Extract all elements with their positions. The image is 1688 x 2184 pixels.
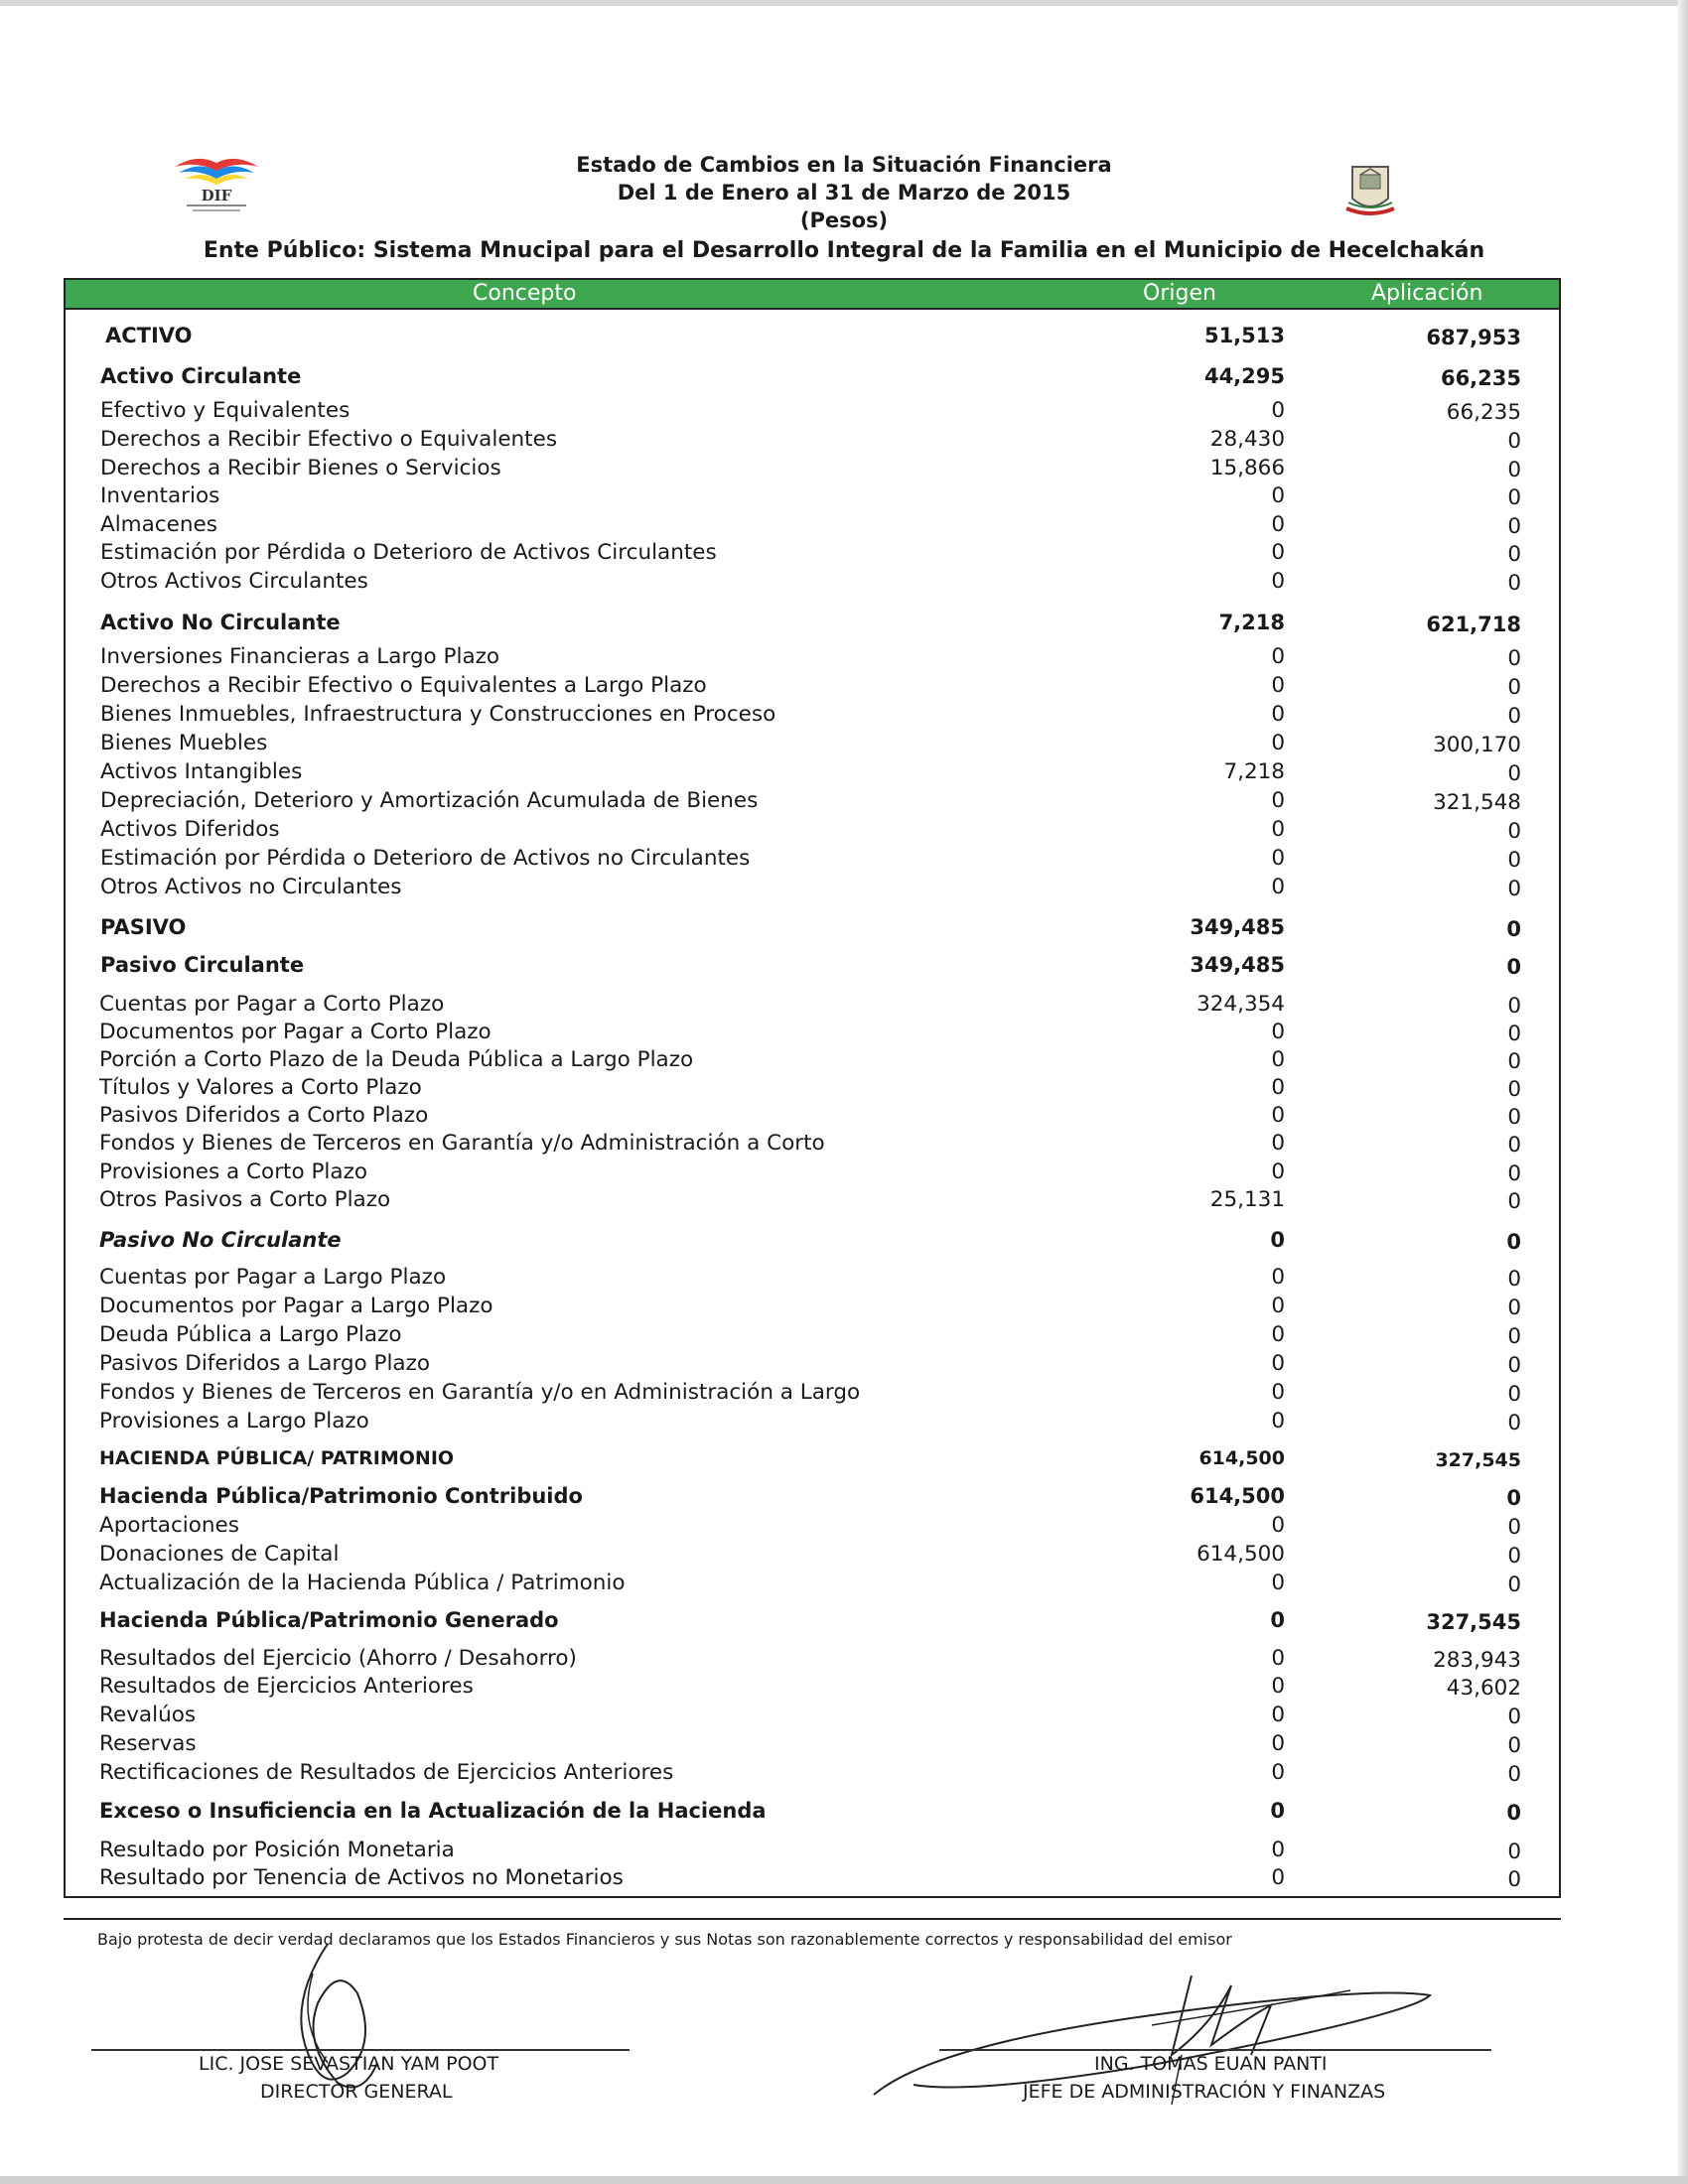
row-concepto: Aportaciones [99, 1513, 239, 1538]
row-concepto: HACIENDA PÚBLICA/ PATRIMONIO [99, 1447, 455, 1469]
row-concepto: Resultado por Tenencia de Activos no Monetarios [99, 1865, 624, 1890]
report-entity: Ente Público: Sistema Mnucipal para el Desarrollo Integral de la Familia en el Municipio de Hecelchakán [203, 238, 1485, 263]
row-concepto: Bienes Muebles [100, 731, 268, 755]
row-aplicacion: 327,545 [1426, 1610, 1521, 1634]
row-concepto: Revalúos [99, 1703, 197, 1727]
row-concepto: Pasivos Diferidos a Corto Plazo [99, 1103, 429, 1128]
table-row [66, 1513, 1559, 1541]
table-row [66, 1608, 1559, 1636]
row-concepto: Bienes Inmuebles, Infraestructura y Construcciones en Proceso [100, 702, 776, 727]
scan-edge-right [1678, 0, 1688, 2184]
row-origen: 0 [1271, 398, 1285, 423]
row-concepto: Hacienda Pública/Patrimonio Contribuido [99, 1484, 583, 1508]
row-aplicacion: 0 [1507, 1840, 1521, 1864]
row-concepto: Derechos a Recibir Efectivo o Equivalentes [100, 427, 558, 452]
row-aplicacion: 0 [1507, 1022, 1521, 1046]
row-concepto: Derechos a Recibir Bienes o Servicios [100, 456, 501, 480]
row-concepto: Otros Activos no Circulantes [100, 875, 402, 899]
signer-right-name: ING. TOMAS EUAN PANTI [1094, 2053, 1328, 2075]
row-aplicacion: 0 [1507, 994, 1521, 1019]
row-concepto: Activo No Circulante [100, 611, 341, 634]
table-row [66, 1799, 1559, 1827]
scan-edge-bottom [0, 2176, 1688, 2184]
signature-line-right [939, 2049, 1491, 2051]
table-row [66, 1865, 1559, 1893]
row-aplicacion: 0 [1506, 1801, 1521, 1825]
row-concepto: ACTIVO [105, 324, 193, 347]
row-concepto: Pasivo No Circulante [99, 1228, 342, 1252]
row-concepto: Fondos y Bienes de Terceros en Garantía y/o Administración a Corto [99, 1131, 825, 1156]
table-row [66, 1570, 1559, 1598]
row-concepto: Inventarios [100, 483, 220, 508]
row-origen: 0 [1271, 1760, 1285, 1785]
table-row [66, 1228, 1559, 1256]
row-origen: 0 [1271, 569, 1285, 594]
row-origen: 0 [1271, 846, 1285, 871]
row-concepto: Fondos y Bienes de Terceros en Garantía y/o en Administración a Largo [99, 1380, 861, 1405]
row-aplicacion: 0 [1507, 542, 1521, 567]
row-aplicacion: 0 [1507, 1296, 1521, 1320]
row-origen: 349,485 [1190, 953, 1285, 977]
row-aplicacion: 0 [1507, 1544, 1521, 1569]
row-origen: 0 [1271, 1047, 1285, 1072]
row-origen: 51,513 [1203, 324, 1285, 347]
row-aplicacion: 0 [1507, 1267, 1521, 1292]
row-origen: 614,500 [1190, 1484, 1285, 1508]
financial-table [64, 278, 1561, 1898]
table-row [66, 644, 1559, 672]
report-period: Del 1 de Enero al 31 de Marzo de 2015 [617, 181, 1071, 205]
row-origen: 0 [1271, 540, 1285, 565]
row-origen: 0 [1271, 788, 1285, 813]
table-row [66, 1075, 1559, 1103]
row-origen: 0 [1271, 1020, 1285, 1044]
row-aplicacion: 0 [1507, 1515, 1521, 1540]
row-concepto: Donaciones de Capital [99, 1542, 340, 1567]
table-row [66, 1731, 1559, 1759]
table-row [66, 611, 1559, 638]
table-row [66, 324, 1559, 351]
row-concepto: Estimación por Pérdida o Deterioro de Activos Circulantes [100, 540, 717, 565]
row-origen: 0 [1271, 1351, 1285, 1376]
table-row [66, 540, 1559, 568]
table-row [66, 846, 1559, 874]
row-aplicacion: 0 [1507, 1324, 1521, 1349]
table-row [66, 992, 1559, 1020]
row-aplicacion: 300,170 [1433, 733, 1521, 757]
row-aplicacion: 0 [1507, 458, 1521, 482]
row-concepto: Porción a Corto Plazo de la Deuda Pública a Largo Plazo [99, 1047, 694, 1072]
row-origen: 0 [1271, 1513, 1285, 1538]
row-concepto: Resultados de Ejercicios Anteriores [99, 1674, 474, 1699]
report-currency: (Pesos) [799, 208, 889, 232]
row-concepto: Pasivos Diferidos a Largo Plazo [99, 1351, 431, 1376]
table-row [66, 1187, 1559, 1215]
row-aplicacion: 0 [1507, 485, 1521, 510]
table-row [66, 1351, 1559, 1379]
row-concepto: Almacenes [100, 512, 217, 537]
signature-line-left [91, 2049, 630, 2051]
row-aplicacion: 0 [1507, 848, 1521, 873]
row-concepto: Títulos y Valores a Corto Plazo [99, 1075, 422, 1100]
row-origen: 0 [1271, 1731, 1285, 1756]
row-concepto: Otros Pasivos a Corto Plazo [99, 1187, 391, 1212]
row-origen: 0 [1270, 1799, 1285, 1823]
row-concepto: Deuda Pública a Largo Plazo [99, 1322, 402, 1347]
row-origen: 0 [1271, 1703, 1285, 1727]
row-concepto: Estimación por Pérdida o Deterioro de Activos no Circulantes [100, 846, 751, 871]
row-origen: 0 [1270, 1608, 1285, 1632]
row-aplicacion: 0 [1506, 1230, 1521, 1254]
table-row [66, 1294, 1559, 1321]
row-origen: 0 [1271, 1380, 1285, 1405]
table-row [66, 1380, 1559, 1408]
row-origen: 324,354 [1196, 992, 1285, 1017]
table-row [66, 1020, 1559, 1047]
signer-left-name: LIC. JOSE SEVASTIAN YAM POOT [199, 2053, 499, 2075]
signer-right-role: JEFE DE ADMINISTRACIÓN Y FINANZAS [1023, 2081, 1386, 2103]
row-origen: 0 [1271, 817, 1285, 842]
row-aplicacion: 0 [1507, 819, 1521, 844]
row-aplicacion: 0 [1507, 1353, 1521, 1378]
table-row [66, 569, 1559, 597]
row-aplicacion: 0 [1507, 1077, 1521, 1102]
row-origen: 0 [1270, 1228, 1285, 1252]
row-origen: 7,218 [1223, 759, 1285, 784]
table-row [66, 1542, 1559, 1570]
table-row [66, 1484, 1559, 1512]
column-header-aplicacion: Aplicación [1371, 281, 1483, 306]
table-row [66, 1103, 1559, 1131]
table-row [66, 759, 1559, 787]
row-aplicacion: 0 [1507, 1133, 1521, 1158]
row-aplicacion: 0 [1507, 704, 1521, 729]
row-origen: 0 [1271, 875, 1285, 899]
row-aplicacion: 0 [1507, 1189, 1521, 1214]
row-aplicacion: 0 [1507, 1733, 1521, 1758]
row-concepto: Provisiones a Largo Plazo [99, 1409, 369, 1433]
table-row [66, 915, 1559, 943]
row-concepto: Actualización de la Hacienda Pública / Patrimonio [99, 1570, 626, 1595]
row-aplicacion: 0 [1507, 1867, 1521, 1892]
row-origen: 0 [1271, 644, 1285, 669]
row-aplicacion: 43,602 [1446, 1676, 1521, 1701]
row-aplicacion: 0 [1507, 1161, 1521, 1186]
row-origen: 0 [1271, 483, 1285, 508]
table-row [66, 788, 1559, 816]
column-header-concepto: Concepto [473, 281, 577, 306]
row-concepto: Efectivo y Equivalentes [100, 398, 351, 423]
row-origen: 0 [1271, 1131, 1285, 1156]
row-aplicacion: 0 [1507, 646, 1521, 671]
table-row [66, 1160, 1559, 1187]
table-row [66, 953, 1559, 981]
table-row [66, 875, 1559, 902]
row-origen: 0 [1271, 1075, 1285, 1100]
row-concepto: Inversiones Financieras a Largo Plazo [100, 644, 500, 669]
row-aplicacion: 0 [1507, 514, 1521, 539]
row-origen: 0 [1271, 1322, 1285, 1347]
table-row [66, 1447, 1559, 1475]
footer-divider [64, 1918, 1561, 1920]
row-concepto: Otros Activos Circulantes [100, 569, 368, 594]
table-row [66, 427, 1559, 455]
row-aplicacion: 0 [1506, 955, 1521, 979]
row-aplicacion: 0 [1507, 1762, 1521, 1787]
row-concepto: Cuentas por Pagar a Largo Plazo [99, 1265, 447, 1290]
table-row [66, 1265, 1559, 1293]
table-row [66, 1646, 1559, 1674]
table-row [66, 702, 1559, 730]
row-origen: 0 [1271, 1674, 1285, 1699]
row-origen: 0 [1271, 673, 1285, 698]
row-origen: 7,218 [1218, 611, 1285, 634]
row-origen: 0 [1271, 1265, 1285, 1290]
row-concepto: Activo Circulante [100, 364, 302, 388]
row-concepto: Resultados del Ejercicio (Ahorro / Desahorro) [99, 1646, 577, 1671]
row-origen: 0 [1271, 731, 1285, 755]
table-row [66, 1131, 1559, 1159]
scan-edge-top [0, 0, 1688, 6]
row-aplicacion: 0 [1507, 1382, 1521, 1407]
row-origen: 0 [1271, 1409, 1285, 1433]
row-origen: 0 [1271, 1646, 1285, 1671]
row-concepto: Activos Intangibles [100, 759, 303, 784]
row-origen: 0 [1271, 1294, 1285, 1318]
row-aplicacion: 0 [1507, 877, 1521, 901]
table-row [66, 1674, 1559, 1702]
row-origen: 44,295 [1203, 364, 1285, 388]
row-aplicacion: 0 [1507, 761, 1521, 786]
row-aplicacion: 0 [1507, 1705, 1521, 1729]
row-aplicacion: 0 [1507, 1049, 1521, 1074]
row-aplicacion: 621,718 [1426, 613, 1521, 636]
column-header-origen: Origen [1143, 281, 1216, 306]
report-title: Estado de Cambios en la Situación Financiera [576, 153, 1112, 177]
row-concepto: Provisiones a Corto Plazo [99, 1160, 368, 1184]
row-origen: 0 [1271, 1838, 1285, 1862]
row-concepto: Cuentas por Pagar a Corto Plazo [99, 992, 445, 1017]
table-row [66, 1703, 1559, 1730]
row-aplicacion: 283,943 [1433, 1648, 1521, 1673]
row-aplicacion: 0 [1507, 571, 1521, 596]
row-concepto: Documentos por Pagar a Corto Plazo [99, 1020, 492, 1044]
row-aplicacion: 327,545 [1435, 1449, 1521, 1471]
row-aplicacion: 0 [1507, 675, 1521, 700]
logo-text: DIF [201, 187, 232, 205]
row-concepto: Pasivo Circulante [100, 953, 305, 977]
row-aplicacion: 0 [1506, 1486, 1521, 1510]
row-concepto: Reservas [99, 1731, 197, 1756]
row-concepto: PASIVO [100, 915, 187, 939]
row-origen: 0 [1271, 1160, 1285, 1184]
row-concepto: Depreciación, Deterioro y Amortización Acumulada de Bienes [100, 788, 759, 813]
signer-left-role: DIRECTOR GENERAL [260, 2081, 453, 2103]
table-row [66, 1838, 1559, 1865]
row-origen: 15,866 [1209, 456, 1285, 480]
row-aplicacion: 0 [1506, 917, 1521, 941]
row-concepto: Documentos por Pagar a Largo Plazo [99, 1294, 493, 1318]
row-origen: 0 [1271, 1103, 1285, 1128]
row-origen: 0 [1271, 512, 1285, 537]
row-concepto: Hacienda Pública/Patrimonio Generado [99, 1608, 559, 1632]
row-origen: 0 [1271, 1865, 1285, 1890]
table-row [66, 731, 1559, 758]
row-origen: 0 [1271, 1570, 1285, 1595]
row-origen: 25,131 [1209, 1187, 1285, 1212]
footer-declaration: Bajo protesta de decir verdad declaramos que los Estados Financieros y sus Notas son razonablemente correctos y responsabilidad del emisor [97, 1930, 1232, 1949]
row-origen: 349,485 [1190, 915, 1285, 939]
table-row [66, 673, 1559, 701]
table-row [66, 512, 1559, 540]
table-row [66, 456, 1559, 483]
row-aplicacion: 687,953 [1426, 326, 1521, 349]
table-row [66, 483, 1559, 511]
row-concepto: Activos Diferidos [100, 817, 280, 842]
row-aplicacion: 66,235 [1446, 400, 1521, 425]
row-aplicacion: 0 [1507, 429, 1521, 454]
row-aplicacion: 0 [1507, 1105, 1521, 1130]
row-origen: 28,430 [1209, 427, 1285, 452]
row-origen: 614,500 [1196, 1542, 1285, 1567]
row-concepto: Rectificaciones de Resultados de Ejercicios Anteriores [99, 1760, 674, 1785]
row-concepto: Resultado por Posición Monetaria [99, 1838, 455, 1862]
row-origen: 0 [1271, 702, 1285, 727]
table-row [66, 1760, 1559, 1788]
table-row [66, 1409, 1559, 1436]
signature-left [268, 1934, 417, 2103]
row-origen: 614,500 [1198, 1447, 1285, 1469]
table-row [66, 1322, 1559, 1350]
table-row [66, 817, 1559, 845]
row-aplicacion: 321,548 [1433, 790, 1521, 815]
table-row [66, 398, 1559, 426]
row-aplicacion: 0 [1507, 1572, 1521, 1597]
row-concepto: Exceso o Insuficiencia en la Actualización de la Hacienda [99, 1799, 767, 1823]
row-concepto: Derechos a Recibir Efectivo o Equivalentes a Largo Plazo [100, 673, 707, 698]
table-row [66, 364, 1559, 392]
row-aplicacion: 0 [1507, 1411, 1521, 1435]
table-row [66, 1047, 1559, 1075]
table-header [66, 280, 1559, 310]
row-aplicacion: 66,235 [1440, 366, 1521, 390]
